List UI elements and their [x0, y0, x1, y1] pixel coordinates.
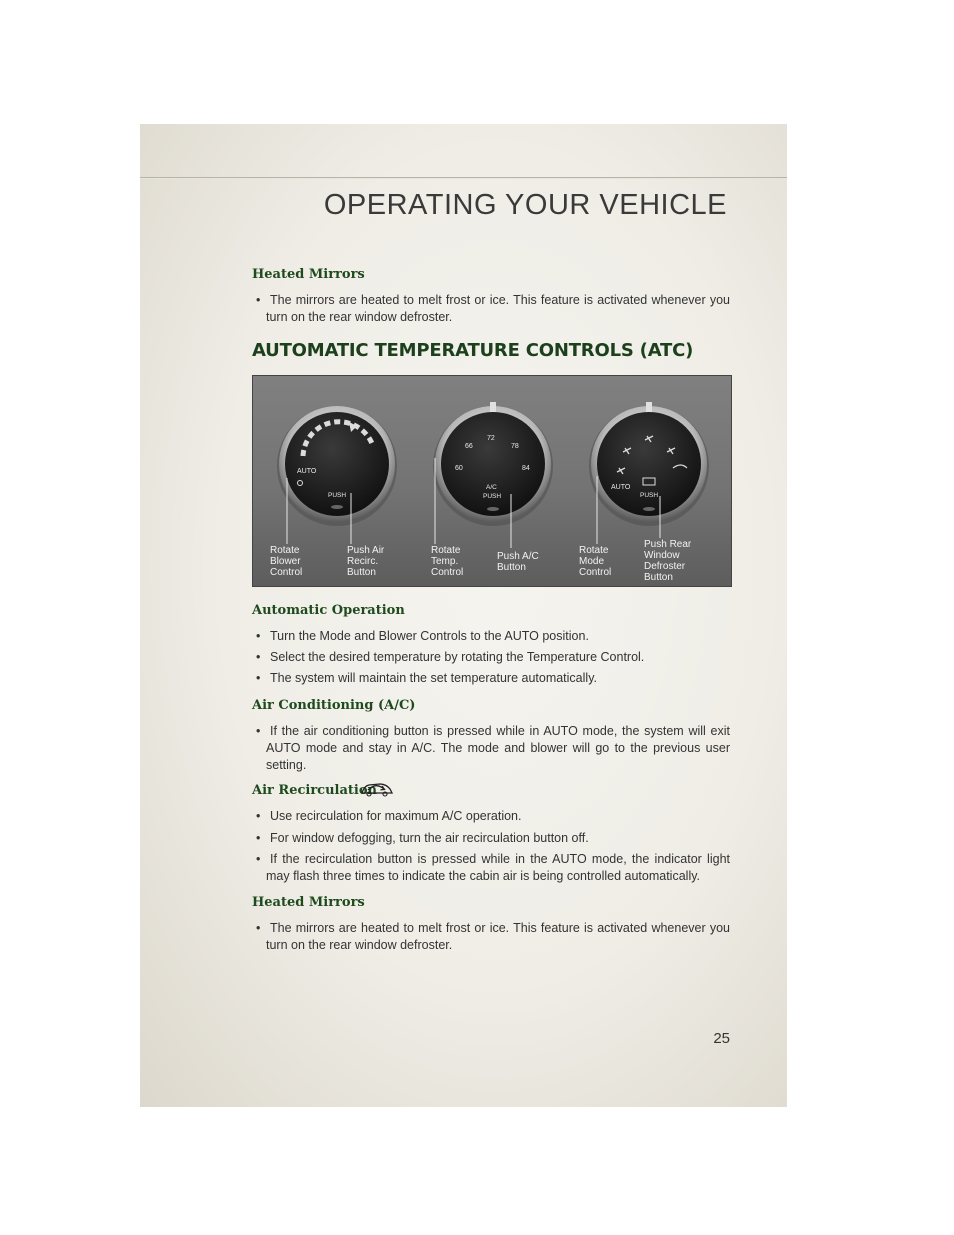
manual-page [140, 124, 787, 1107]
push-rear-window-defroster-button-label: Push Rear Window Defroster Button [644, 539, 692, 583]
temp-66-label: 66 [465, 443, 473, 450]
air-recirculation-bullet-3: • If the recirculation button is pressed while in the AUTO mode, the indicator light may flash three times to indicate the cabin air is being controlled automatically. [256, 852, 730, 883]
temp-78-label: 78 [511, 443, 519, 450]
push-air-recirc-button-label: Push Air Recirc. Button [347, 545, 385, 578]
air-conditioning-bullet: • If the air conditioning button is pressed while in AUTO mode, the system will exit AUTO mode and stay in A/C. The mode and blower will go to the previous user setting. [256, 724, 730, 772]
bullet-dot: • [256, 293, 261, 307]
atc-heading: AUTOMATIC TEMPERATURE CONTROLS (ATC) [252, 340, 694, 361]
temp-84-label: 84 [522, 465, 530, 472]
heated-mirrors-heading-bottom: Heated Mirrors [252, 895, 365, 910]
ac-label: A/C [486, 484, 497, 491]
temp-60-label: 60 [455, 465, 463, 472]
automatic-operation-bullet-3: • The system will maintain the set temperature automatically. [256, 671, 597, 685]
air-recirculation-bullet-2: • For window defogging, turn the air recirculation button off. [256, 831, 589, 845]
blower-push-label: PUSH [328, 492, 347, 499]
ac-push-label: PUSH [483, 493, 502, 500]
mode-auto-label: AUTO [611, 484, 631, 491]
blower-auto-label: AUTO [297, 468, 317, 475]
header-rule [140, 177, 787, 179]
page-number: 25 [713, 1030, 730, 1047]
blower-knob [277, 406, 397, 526]
rotate-blower-control-label: Rotate Blower Control [270, 545, 303, 578]
automatic-operation-bullet-2: • Select the desired temperature by rotating the Temperature Control. [256, 650, 645, 664]
temp-72-label: 72 [487, 435, 495, 442]
air-conditioning-heading: Air Conditioning (A/C) [252, 698, 416, 713]
temperature-knob [433, 402, 553, 526]
rotate-temp-control-label: Rotate Temp. Control [431, 545, 464, 578]
air-recirculation-heading: Air Recirculation [252, 783, 377, 798]
automatic-operation-bullet-1: • Turn the Mode and Blower Controls to the AUTO position. [256, 629, 589, 643]
push-ac-button-label: Push A/C Button [497, 551, 539, 573]
recirculation-icon [360, 780, 394, 798]
heated-mirrors-bullet-bottom: • The mirrors are heated to melt frost or ice. This feature is activated whenever you turn on the rear window defroster. [256, 921, 730, 952]
heated-mirrors-bullet-top: • The mirrors are heated to melt frost or ice. This feature is activated whenever you turn on the rear window defroster. [256, 293, 730, 324]
section-title: OPERATING YOUR VEHICLE [323, 189, 727, 221]
atc-controls-photo [252, 375, 732, 587]
defrost-push-label: PUSH [640, 492, 659, 499]
air-recirculation-bullet-1: • Use recirculation for maximum A/C operation. [256, 809, 522, 823]
rotate-mode-control-label: Rotate Mode Control [579, 545, 612, 578]
mode-knob [589, 402, 709, 526]
automatic-operation-heading: Automatic Operation [252, 603, 405, 618]
heated-mirrors-heading-top: Heated Mirrors [252, 267, 365, 282]
